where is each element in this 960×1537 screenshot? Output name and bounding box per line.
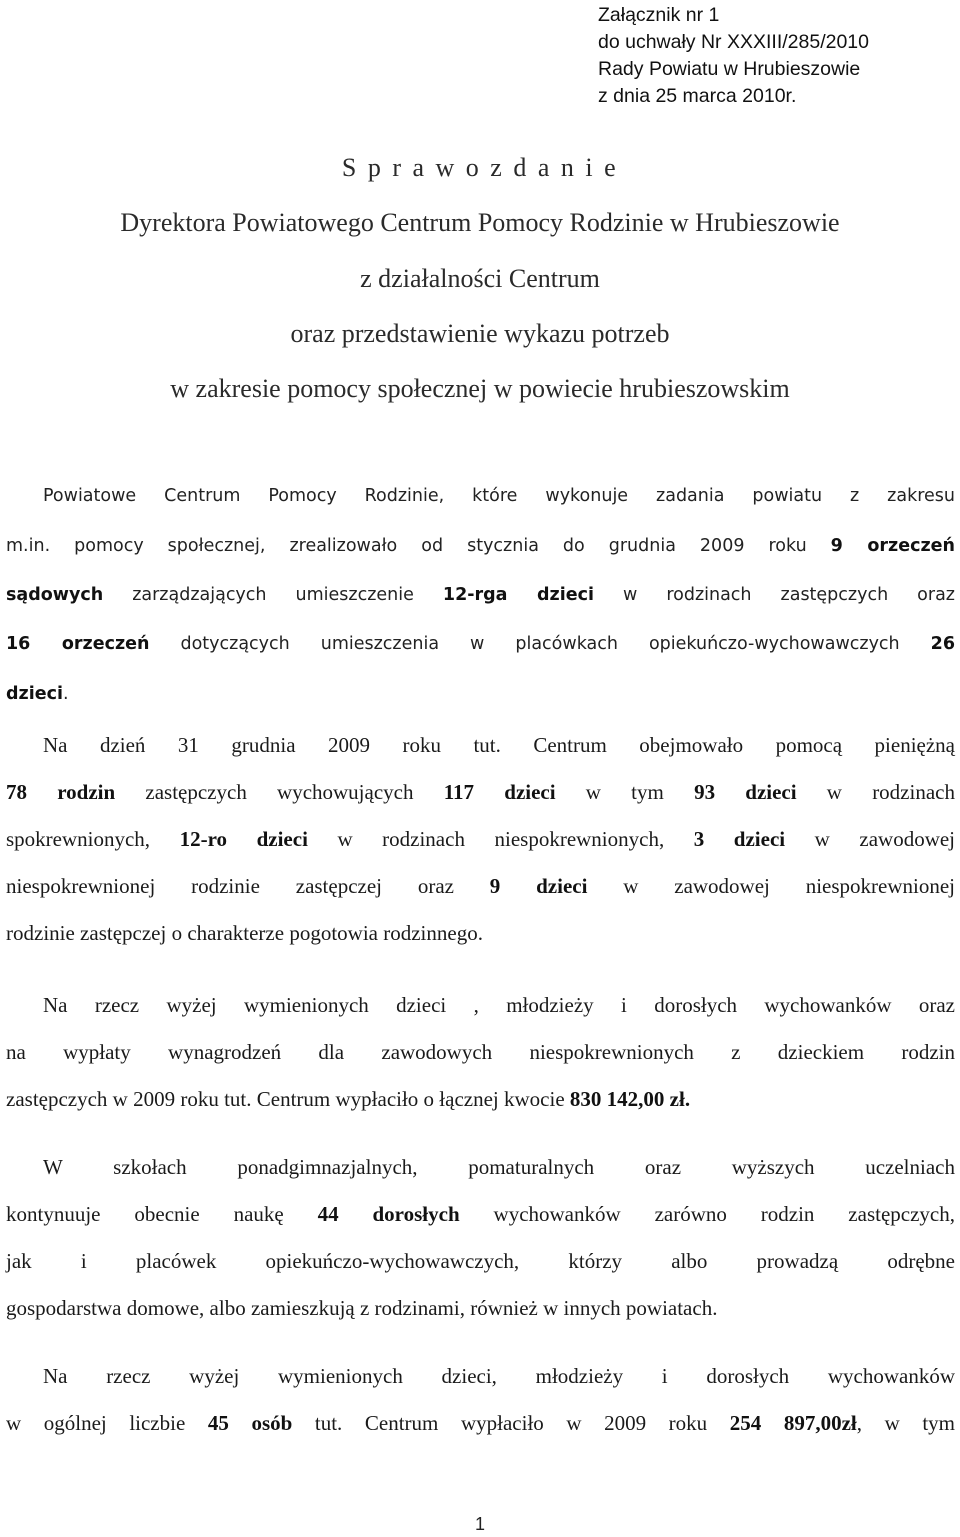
text-line: rodzinie zastępczej o charakterze pogotowia rodzinnego. xyxy=(6,921,483,945)
text-line: kontynuuje obecnie naukę 44 dorosłych wychowanków zarówno rodzin zastępczych, xyxy=(6,1202,955,1226)
text-line: w ogólnej liczbie 45 osób tut. Centrum wypłaciło w 2009 roku 254 897,00zł, w tym xyxy=(6,1411,956,1435)
title-line: Dyrektora Powiatowego Centrum Pomocy Rodzinie w Hrubieszowie xyxy=(120,208,840,237)
title-line: w zakresie pomocy społecznej w powiecie hrubieszowskim xyxy=(170,374,790,403)
bold-value: 93 dzieci xyxy=(694,780,797,804)
text-line: gospodarstwa domowe, albo zamieszkują z rodzinami, również w innych powiatach. xyxy=(6,1296,718,1320)
bold-value: 3 dzieci xyxy=(693,827,786,851)
text-line: Powiatowe Centrum Pomocy Rodzinie, które wykonuje zadania powiatu z zakresu xyxy=(43,486,955,506)
text-line: m.in. pomocy społecznej, zrealizowało od stycznia do grudnia 2009 roku 9 orzeczeń xyxy=(6,536,955,556)
text-line: Na dzień 31 grudnia 2009 roku tut. Centrum obejmowało pomocą pieniężną xyxy=(43,733,955,757)
bold-value: 78 rodzin xyxy=(6,780,116,804)
page-number: 1 xyxy=(474,1514,485,1534)
text-line: dzieci. xyxy=(6,684,69,704)
text-line: W szkołach ponadgimnazjalnych, pomaturalnych oraz wyższych uczelniach xyxy=(43,1155,955,1179)
bold-value: 12-ro dzieci xyxy=(179,827,308,851)
text-line: niespokrewnionej rodzinie zastępczej oraz 9 dzieci w zawodowej niespokrewnionej xyxy=(6,874,955,898)
text-line: sądowych zarządzających umieszczenie 12-rga dzieci w rodzinach zastępczych oraz xyxy=(6,585,955,605)
text-line: Na rzecz wyżej wymienionych dzieci, młodzieży i dorosłych wychowanków xyxy=(43,1364,955,1388)
annex-line: z dnia 25 marca 2010r. xyxy=(598,85,797,107)
bold-value: 12-rga dzieci xyxy=(442,585,594,605)
text-line: 16 orzeczeń dotyczących umieszczenia w placówkach opiekuńczo-wychowawczych 26 xyxy=(6,634,955,654)
text-line: spokrewnionych, 12-ro dzieci w rodzinach niespokrewnionych, 3 dzieci w zawodowej xyxy=(6,827,956,851)
title-line: z działalności Centrum xyxy=(360,264,600,293)
bold-value: 9 orzeczeń xyxy=(830,536,955,556)
text-line: jak i placówek opiekuńczo-wychowawczych, którzy albo prowadzą odrębne xyxy=(6,1249,955,1273)
bold-value: 26 xyxy=(930,634,955,654)
bold-value: dzieci xyxy=(6,684,63,704)
report-title: S p r a w o z d a n i e xyxy=(341,153,619,182)
bold-value: 9 dzieci xyxy=(489,874,588,898)
bold-value: 44 dorosłych xyxy=(317,1202,460,1226)
bold-value: 16 orzeczeń xyxy=(6,634,150,654)
annex-line: Rady Powiatu w Hrubieszowie xyxy=(598,58,861,80)
text-line: Na rzecz wyżej wymienionych dzieci , młodzieży i dorosłych wychowanków oraz xyxy=(43,993,955,1017)
bold-value: 830 142,00 zł xyxy=(569,1087,685,1111)
text-line: na wypłaty wynagrodzeń dla zawodowych niespokrewnionych z dzieckiem rodzin xyxy=(6,1040,955,1064)
bold-value: 117 dzieci xyxy=(443,780,556,804)
bold-value: 254 897,00zł xyxy=(729,1411,857,1435)
annex-header xyxy=(598,2,869,110)
title-line: oraz przedstawienie wykazu potrzeb xyxy=(290,319,670,348)
text-line: zastępczych w 2009 roku tut. Centrum wypłaciło o łącznej kwocie 830 142,00 zł. xyxy=(6,1087,691,1111)
annex-line: do uchwały Nr XXXIII/285/2010 xyxy=(598,31,869,53)
annex-line: Załącznik nr 1 xyxy=(598,4,720,26)
text-line: 78 rodzin zastępczych wychowujących 117 dzieci w tym 93 dzieci w rodzinach xyxy=(6,780,955,804)
bold-value: 45 osób xyxy=(207,1411,293,1435)
bold-value: sądowych xyxy=(6,585,104,605)
